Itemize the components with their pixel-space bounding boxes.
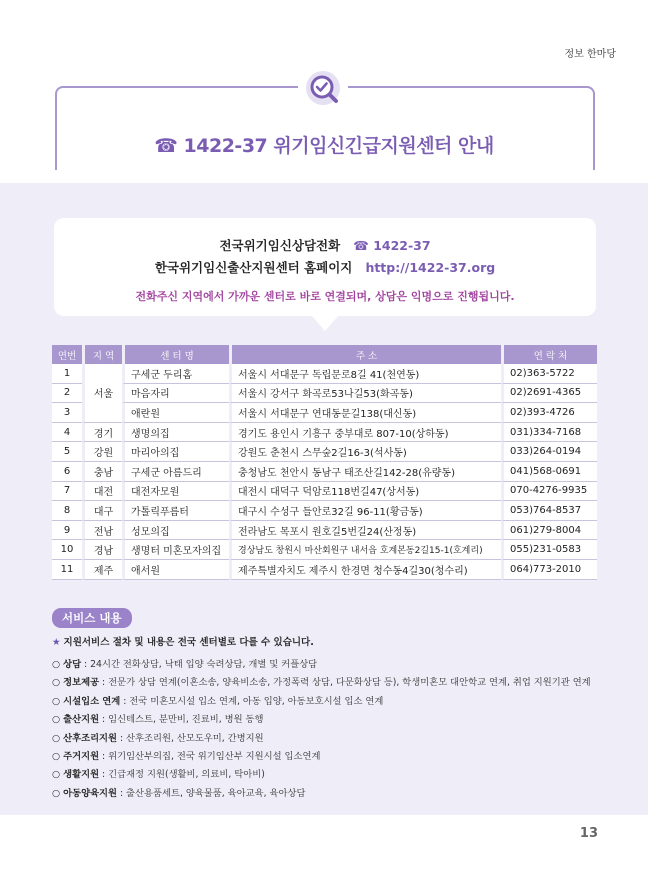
row-region: 강원 bbox=[82, 442, 122, 462]
page-title-text: 1422-37 위기임신긴급지원센터 안내 bbox=[183, 135, 494, 157]
hotline-number: ☎ 1422-37 bbox=[353, 238, 431, 253]
homepage-link[interactable]: http://1422-37.org bbox=[365, 260, 496, 275]
row-address: 서울시 강서구 화곡로53나길53(화곡동) bbox=[229, 384, 501, 404]
bullet-icon: ○ bbox=[52, 695, 61, 707]
star-icon: ★ bbox=[52, 637, 61, 648]
service-label: 산후조리지원 bbox=[63, 732, 118, 744]
row-address: 경상남도 창원시 마산회원구 내서읍 호계본동2길15-1(호계리) bbox=[229, 540, 501, 560]
contact-card bbox=[54, 218, 596, 316]
row-address: 서울시 서대문구 독립문로8길 41(천연동) bbox=[229, 364, 501, 384]
service-text: : 긴급재정 지원(생활비, 의료비, 탁아비) bbox=[99, 769, 265, 781]
card-note: 전화주신 지역에서 가까운 센터로 바로 연결되며, 상담은 익명으로 진행됩니다. bbox=[135, 290, 515, 303]
service-text: : 출산용품세트, 양육물품, 육아교육, 육아상담 bbox=[117, 787, 306, 799]
row-no: 4 bbox=[52, 423, 82, 443]
table-row bbox=[52, 364, 597, 384]
row-center-name: 구세군 두리홈 bbox=[122, 364, 229, 384]
homepage-label: 한국위기임신출산지원센터 홈페이지 bbox=[154, 260, 353, 275]
row-no: 1 bbox=[52, 364, 82, 384]
row-center-name: 생명터 미혼모자의집 bbox=[122, 540, 229, 560]
row-phone: 033)264-0194 bbox=[501, 442, 597, 462]
list-item bbox=[52, 656, 591, 674]
table-row bbox=[52, 442, 597, 462]
service-heading: 서비스 내용 bbox=[52, 608, 132, 628]
row-address: 대구시 수성구 들안로32길 96-11(황금동) bbox=[229, 501, 501, 521]
table-row bbox=[52, 560, 597, 580]
table-row bbox=[52, 462, 597, 482]
row-no: 9 bbox=[52, 521, 82, 541]
row-phone: 055)231-0583 bbox=[501, 540, 597, 560]
row-no: 6 bbox=[52, 462, 82, 482]
list-item bbox=[52, 730, 591, 748]
service-note-text: 지원서비스 절차 및 내용은 전국 센터별로 다를 수 있습니다. bbox=[63, 637, 314, 648]
row-region: 충남 bbox=[82, 462, 122, 482]
row-region: 서울 bbox=[82, 364, 122, 423]
row-region: 경기 bbox=[82, 423, 122, 443]
bullet-icon: ○ bbox=[52, 787, 61, 799]
card-pointer bbox=[311, 315, 339, 331]
page-title bbox=[0, 131, 648, 158]
bullet-icon: ○ bbox=[52, 714, 61, 726]
row-phone: 041)568-0691 bbox=[501, 462, 597, 482]
table-row bbox=[52, 423, 597, 443]
service-list bbox=[52, 656, 591, 803]
row-address: 전라남도 목포시 원호길5번길24(산정동) bbox=[229, 521, 501, 541]
row-center-name: 구세군 아름드리 bbox=[122, 462, 229, 482]
row-center-name: 가톨릭푸름터 bbox=[122, 501, 229, 521]
center-table bbox=[52, 345, 597, 580]
service-text: : 위기임산부의집, 전국 위기임산부 지원시설 입소연계 bbox=[99, 750, 321, 762]
row-no: 2 bbox=[52, 384, 82, 404]
service-text: : 전문가 상담 연계(이혼소송, 양육비소송, 가정폭력 상담, 다문화상담 등), 학생미혼모 대안학교 연계, 취업 지원기관 연계 bbox=[99, 677, 591, 689]
phone-icon: ☎ bbox=[154, 135, 178, 157]
table-header-row bbox=[52, 345, 597, 364]
bullet-icon: ○ bbox=[52, 750, 61, 762]
section-label: 정보 한마당 bbox=[564, 49, 616, 60]
service-label: 아동양육지원 bbox=[63, 787, 118, 799]
bullet-icon: ○ bbox=[52, 732, 61, 744]
header-address: 주 소 bbox=[229, 345, 501, 364]
list-item bbox=[52, 766, 591, 784]
row-phone: 02)2691-4365 bbox=[501, 384, 597, 404]
row-center-name: 애란원 bbox=[122, 403, 229, 423]
list-item bbox=[52, 693, 591, 711]
row-phone: 061)279-8004 bbox=[501, 521, 597, 541]
bullet-icon: ○ bbox=[52, 769, 61, 781]
row-no: 3 bbox=[52, 403, 82, 423]
row-no: 11 bbox=[52, 560, 82, 580]
row-center-name: 마리아의집 bbox=[122, 442, 229, 462]
bullet-icon: ○ bbox=[52, 677, 61, 689]
table-row bbox=[52, 403, 597, 423]
row-center-name: 대전자모원 bbox=[122, 482, 229, 502]
list-item bbox=[52, 785, 591, 803]
row-phone: 053)764-8537 bbox=[501, 501, 597, 521]
row-center-name: 마음자리 bbox=[122, 384, 229, 404]
row-region: 제주 bbox=[82, 560, 122, 580]
header-no: 연번 bbox=[52, 345, 82, 364]
service-text: : 임신테스트, 분만비, 진료비, 병원 동행 bbox=[99, 714, 264, 726]
header-phone: 연 락 처 bbox=[501, 345, 597, 364]
service-label: 생활지원 bbox=[63, 769, 100, 781]
page-number: 13 bbox=[579, 826, 598, 841]
service-text: : 전국 미혼모시설 입소 연계, 아동 입양, 아동보호시설 입소 연계 bbox=[120, 695, 384, 707]
table-row bbox=[52, 521, 597, 541]
row-phone: 070-4276-9935 bbox=[501, 482, 597, 502]
row-address: 서울시 서대문구 연대동문길138(대신동) bbox=[229, 403, 501, 423]
row-phone: 02)363-5722 bbox=[501, 364, 597, 384]
homepage-line bbox=[54, 258, 596, 276]
row-address: 충청남도 천안시 동남구 태조산길142-28(유량동) bbox=[229, 462, 501, 482]
row-no: 7 bbox=[52, 482, 82, 502]
row-region: 전남 bbox=[82, 521, 122, 541]
table-row bbox=[52, 384, 597, 404]
service-label: 주거지원 bbox=[63, 750, 100, 762]
hotline-label: 전국위기임신상담전화 bbox=[219, 238, 341, 253]
service-text: : 산후조리원, 산모도우미, 간병지원 bbox=[117, 732, 264, 744]
row-region: 대구 bbox=[82, 501, 122, 521]
row-no: 5 bbox=[52, 442, 82, 462]
row-center-name: 애서원 bbox=[122, 560, 229, 580]
row-center-name: 생명의집 bbox=[122, 423, 229, 443]
row-phone: 031)334-7168 bbox=[501, 423, 597, 443]
table-row bbox=[52, 482, 597, 502]
row-phone: 064)773-2010 bbox=[501, 560, 597, 580]
table-row bbox=[52, 540, 597, 560]
row-no: 8 bbox=[52, 501, 82, 521]
header-region: 지 역 bbox=[82, 345, 122, 364]
bullet-icon: ○ bbox=[52, 659, 61, 670]
magnifier-check-icon bbox=[298, 66, 348, 112]
row-phone: 02)393-4726 bbox=[501, 403, 597, 423]
row-address: 대전시 대덕구 덕암로118번길47(상서동) bbox=[229, 482, 501, 502]
row-address: 강원도 춘천시 스무숲2길16-3(석사동) bbox=[229, 442, 501, 462]
row-region: 대전 bbox=[82, 482, 122, 502]
row-address: 경기도 용인시 기흥구 중부대로 807-10(상하동) bbox=[229, 423, 501, 443]
table-row bbox=[52, 501, 597, 521]
service-label: 상담 bbox=[63, 659, 82, 670]
service-note bbox=[52, 634, 314, 648]
service-label: 시설입소 연계 bbox=[63, 695, 121, 707]
row-region: 경남 bbox=[82, 540, 122, 560]
service-label: 출산지원 bbox=[63, 714, 100, 726]
service-label: 정보제공 bbox=[63, 677, 100, 689]
row-center-name: 성모의집 bbox=[122, 521, 229, 541]
list-item bbox=[52, 748, 591, 766]
row-address: 제주특별자치도 제주시 한경면 청수동4길30(청수리) bbox=[229, 560, 501, 580]
service-text: : 24시간 전화상담, 낙태 입양 숙려상담, 개별 및 커플상담 bbox=[81, 659, 318, 670]
hotline-line bbox=[54, 236, 596, 254]
list-item bbox=[52, 711, 591, 729]
row-no: 10 bbox=[52, 540, 82, 560]
list-item bbox=[52, 674, 591, 692]
header-center-name: 센 터 명 bbox=[122, 345, 229, 364]
